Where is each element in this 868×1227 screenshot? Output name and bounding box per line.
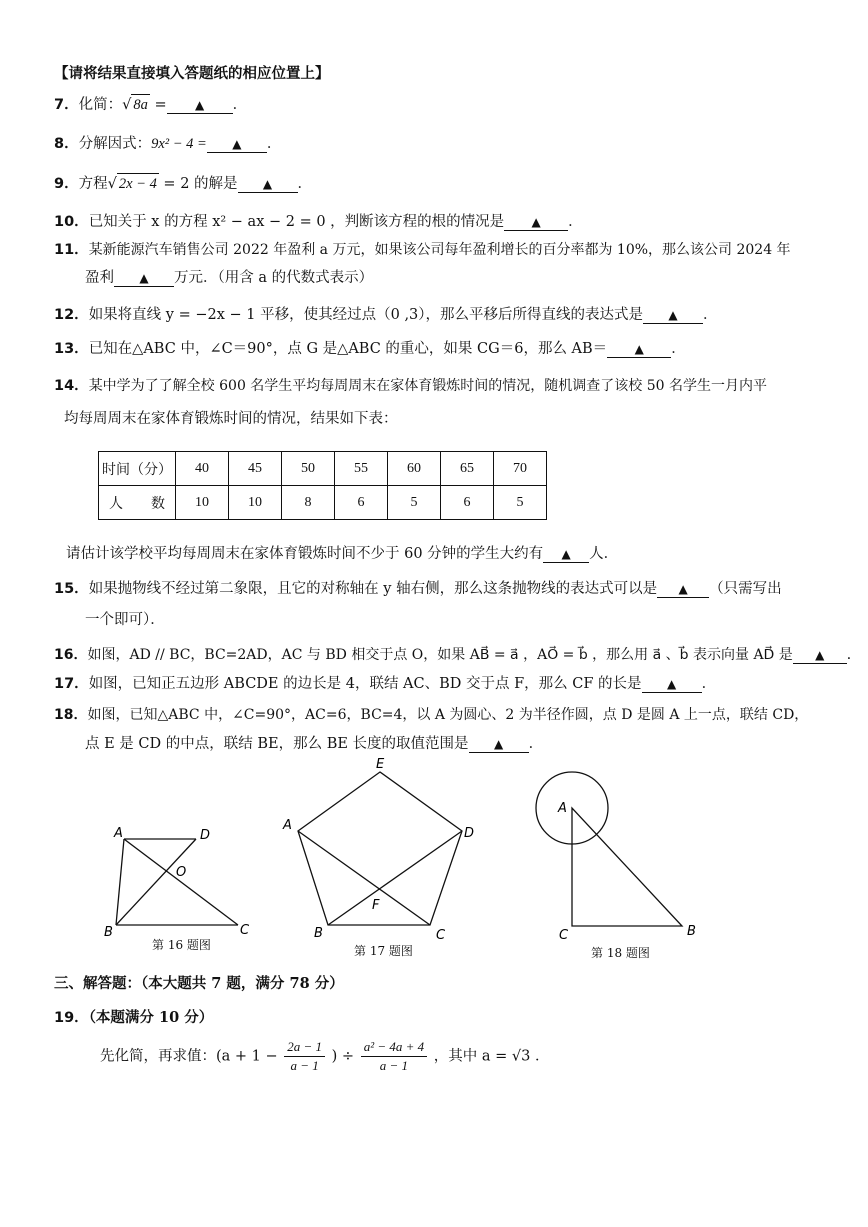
- question-19-expression: 先化简，再求值：(a + 1 − $\frac{2a - 1}{a - 1}$ ) ÷ $\frac{\text{a² − 4a + 4}}{a - 1}$ ，其中 a = √3 ．: [100, 1039, 550, 1073]
- label-f: F: [372, 898, 380, 913]
- label-d: D: [200, 828, 211, 843]
- question-15-line2: 一个即可）．: [85, 612, 165, 628]
- answer-blank-11[interactable]: ▲: [114, 270, 174, 287]
- figure-17: [280, 755, 480, 945]
- answer-blank-18[interactable]: ▲: [469, 736, 529, 753]
- caption-17: 第 17 题图: [354, 944, 413, 958]
- question-16: 16．如图，AD // BC，BC=2AD，AC 与 BD 相交于点 O，如果 AB⃗ = a⃗ ，AO⃗ = b⃗ ，那么用 a⃗ 、b⃗ 表示向量 AD⃗ 是 ▲ ．: [54, 647, 861, 663]
- answer-blank-12[interactable]: ▲: [643, 307, 703, 324]
- label-b: B: [104, 925, 113, 938]
- caption-16: 第 16 题图: [152, 938, 211, 952]
- question-8: 8．分解因式：9x² − 4 = ▲ ．: [54, 136, 282, 152]
- question-17: 17．如图，已知正五边形 ABCDE 的边长是 4，联结 AC、BD 交于点 F，那么 CF 的长是 ▲ ．: [54, 676, 717, 692]
- answer-blank-10[interactable]: ▲: [504, 214, 568, 231]
- table-cell: 8: [282, 486, 335, 520]
- segment-ac: [124, 839, 238, 925]
- label-a: A: [558, 801, 567, 816]
- question-13: 13．已知在△ABC 中，∠C＝90°，点 G 是△ABC 的重心，如果 CG＝6，那么 AB＝ ▲ ．: [54, 341, 686, 357]
- question-11-line2: 盈利 ▲ 万元．（用含 a 的代数式表示）: [85, 270, 374, 286]
- label-c: C: [436, 928, 446, 943]
- table-header-count: 人 数: [99, 486, 176, 520]
- label-a: A: [114, 826, 123, 841]
- label-b: B: [314, 926, 323, 941]
- question-15: 15．如果抛物线不经过第二象限，且它的对称轴在 y 轴右侧，那么这条抛物线的表达式可以是 ▲ （只需写出: [54, 581, 782, 597]
- table-cell: 5: [494, 486, 547, 520]
- figure-18: [530, 765, 710, 945]
- segment-bd: [328, 831, 462, 925]
- table-row: [99, 486, 547, 520]
- answer-blank-17[interactable]: ▲: [642, 676, 702, 693]
- answer-blank-15[interactable]: ▲: [657, 581, 709, 598]
- table-cell: 6: [441, 486, 494, 520]
- question-14: 14．某中学为了了解全校 600 名学生平均每周周末在家体育锻炼时间的情况，随机调查了该校 50 名学生一月内平: [54, 378, 768, 394]
- table-cell: 50: [282, 452, 335, 486]
- caption-18: 第 18 题图: [591, 946, 650, 960]
- question-11: 11．某新能源汽车销售公司 2022 年盈利 a 万元，如果该公司每年盈利增长的百分率都为 10%，那么该公司 2024 年: [54, 242, 791, 258]
- instruction-header: 【请将结果直接填入答题纸的相应位置上】: [54, 65, 330, 82]
- table-cell: 45: [229, 452, 282, 486]
- answer-blank-7[interactable]: ▲: [167, 97, 233, 114]
- segment-ac: [298, 831, 430, 925]
- answer-blank-8[interactable]: ▲: [207, 136, 267, 153]
- question-9: 9．方程√ 2x − 4 = 2 的解是 ▲ ．: [54, 173, 312, 194]
- question-18-line2: 点 E 是 CD 的中点，联结 BE，那么 BE 长度的取值范围是 ▲ ．: [85, 736, 544, 752]
- question-14-line3: 请估计该学校平均每周周末在家体育锻炼时间不少于 60 分钟的学生大约有 ▲ 人．: [66, 546, 619, 562]
- table-cell: 55: [335, 452, 388, 486]
- label-c: C: [240, 923, 250, 938]
- label-c: C: [559, 928, 569, 943]
- question-12: 12．如果将直线 y = −2x − 1 平移，使其经过点（0 ,3），那么平移后所得直线的表达式是 ▲ ．: [54, 307, 718, 323]
- label-d: D: [464, 826, 475, 841]
- fraction-2: $\frac{\text{a² − 4a + 4}}{a - 1}$: [361, 1038, 427, 1075]
- table-cell: 10: [229, 486, 282, 520]
- section-3-heading: 三、解答题：（本大题共 7 题，满分 78 分）: [54, 975, 344, 992]
- answer-blank-9[interactable]: ▲: [238, 176, 298, 193]
- segment-bd: [116, 839, 196, 925]
- table-cell: 5: [388, 486, 441, 520]
- label-b: B: [687, 924, 696, 939]
- table-row: [99, 452, 547, 486]
- fraction-1: $\frac{2a - 1}{a - 1}$: [284, 1038, 325, 1075]
- label-e: E: [376, 757, 385, 772]
- question-14-line2: 均每周周末在家体育锻炼时间的情况，结果如下表：: [64, 411, 398, 427]
- table-cell: 40: [176, 452, 229, 486]
- answer-blank-14[interactable]: ▲: [543, 546, 589, 563]
- table-cell: 6: [335, 486, 388, 520]
- table-header-time: 时间（分）: [99, 452, 176, 486]
- table-cell: 65: [441, 452, 494, 486]
- label-a: A: [283, 818, 292, 833]
- triangle-abc: [572, 808, 682, 926]
- answer-blank-13[interactable]: ▲: [607, 341, 671, 358]
- figure-16: [96, 822, 256, 938]
- question-7: 7．化简：√ 8a = ▲ ．: [54, 94, 247, 115]
- label-o: O: [176, 865, 187, 880]
- answer-blank-16[interactable]: ▲: [793, 647, 847, 664]
- exercise-time-table: [98, 451, 547, 520]
- table-cell: 10: [176, 486, 229, 520]
- question-18: 18．如图，已知△ABC 中，∠C=90°，AC=6，BC=4，以 A 为圆心、2 为半径作圆，点 D 是圆 A 上一点，联结 CD，: [54, 707, 809, 723]
- question-10: 10．已知关于 x 的方程 x² − ax − 2 = 0 ，判断该方程的根的情况是 ▲ ．: [54, 214, 583, 230]
- table-cell: 60: [388, 452, 441, 486]
- table-cell: 70: [494, 452, 547, 486]
- question-19-title: 19．（本题满分 10 分）: [54, 1009, 214, 1026]
- segment-ab: [116, 839, 124, 925]
